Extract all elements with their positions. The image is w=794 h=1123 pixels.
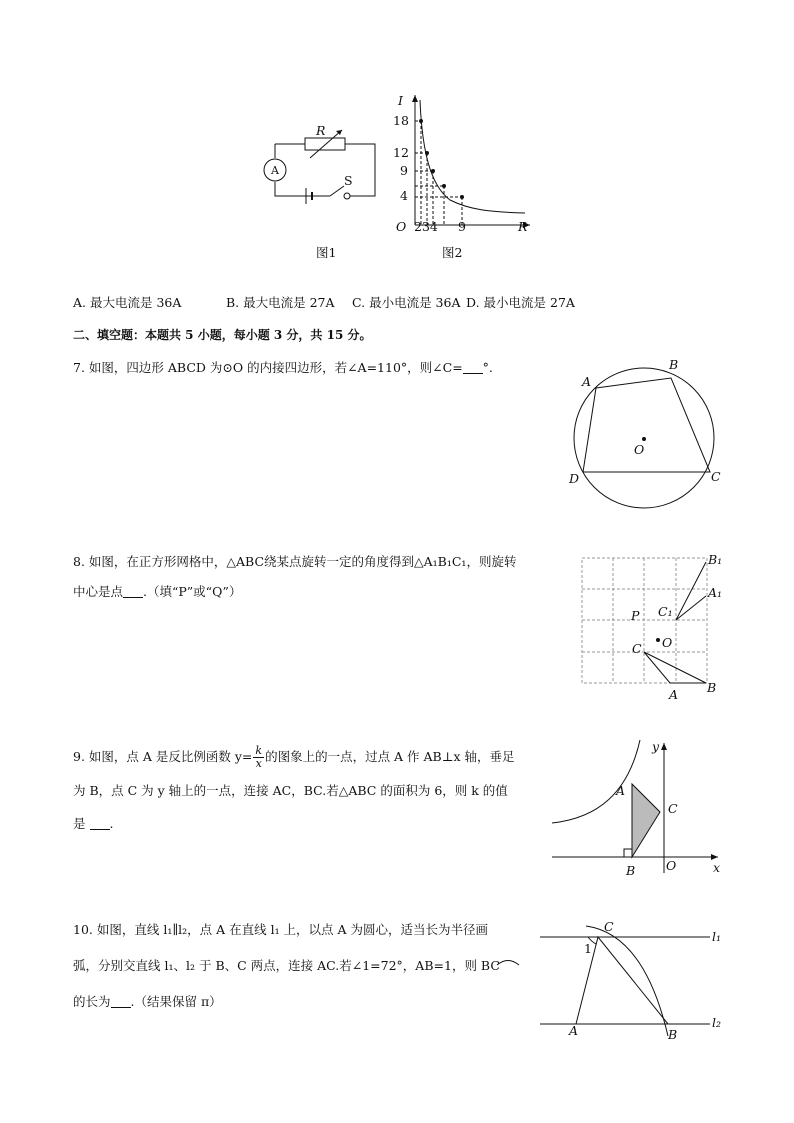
q7-label-a: A — [582, 374, 592, 389]
q8-label-c: C — [632, 641, 642, 656]
q8-grid-figure — [582, 558, 712, 688]
q9-answer-blank[interactable] — [90, 817, 110, 830]
q8-label-o: O — [662, 635, 673, 650]
q7-label-c: C — [711, 469, 721, 484]
q10-answer-blank[interactable] — [111, 995, 131, 1008]
q9-label-o: O — [666, 858, 677, 873]
graph-x-axis-label: R — [518, 219, 528, 234]
q8-line-1: 8. 如图，在正方形网格中，△ABC绕某点旋转一定的角度得到△A₁B₁C₁，则旋转 — [73, 554, 517, 569]
ammeter-label: A — [271, 164, 279, 177]
q10-line-1: 10. 如图，直线 l₁∥l₂，点 A 在直线 l₁ 上，以点 A 为圆心，适当长为半径画 — [73, 922, 489, 937]
q10-label-b: B — [668, 1027, 678, 1042]
q7-label-d: D — [569, 471, 580, 486]
q8-answer-blank[interactable] — [123, 585, 143, 598]
q8-label-b1: B₁ — [708, 552, 723, 567]
q9-label-a: A — [616, 783, 626, 798]
graph-origin-label: O — [396, 219, 407, 234]
q9-text-post-3: . — [109, 816, 114, 831]
graph-x-tick-9: 9 — [458, 219, 466, 234]
q9-label-x: x — [713, 860, 721, 875]
q10-label-a: A — [569, 1023, 579, 1038]
resistor-label: R — [316, 123, 326, 138]
q10-label-angle-1: 1 — [584, 941, 592, 956]
q9-fraction — [253, 745, 264, 770]
switch-label: S — [344, 173, 353, 188]
q8-text-post: .（填“P”或“Q”） — [143, 584, 242, 599]
q9-text-post: 的图象上的一点，过点 A 作 AB⊥x 轴，垂足 — [265, 749, 515, 764]
q10-parallel-lines-figure — [536, 924, 716, 1044]
q9-label-c: C — [668, 801, 678, 816]
q8-line-2 — [73, 583, 241, 601]
q7-text-pre: 7. 如图，四边形 ABCD 为⊙O 的内接四边形，若∠A=110°，则∠C= — [73, 360, 463, 375]
option-c: C. 最小电流是 36A — [352, 295, 461, 310]
graph-y-tick-18: 18 — [393, 113, 409, 128]
graph-y-tick-9: 9 — [400, 163, 408, 178]
q9-line-1 — [73, 743, 515, 771]
graph-y-tick-12: 12 — [393, 145, 409, 160]
q7-text-post: °. — [482, 360, 493, 375]
q7-answer-blank[interactable] — [463, 361, 483, 374]
q9-label-b: B — [626, 863, 636, 878]
q8-label-p: P — [631, 608, 640, 623]
q9-line-3 — [73, 815, 113, 833]
q9-hyperbola-figure — [548, 738, 728, 878]
q8-label-a1: A₁ — [708, 585, 723, 600]
q8-label-a: A — [669, 687, 679, 702]
q9-line-2: 为 B，点 C 为 y 轴上的一点，连接 AC，BC.若△ABC 的面积为 6，则 k 的值 — [73, 783, 508, 798]
arc-bc-notation — [496, 958, 520, 966]
q8-text-pre: 中心是点 — [73, 584, 124, 599]
q10-label-c: C — [604, 919, 614, 934]
option-a: A. 最大电流是 36A — [73, 295, 182, 310]
q10-label-l1: l₁ — [712, 929, 722, 944]
section-heading: 二、填空题：本题共 5 小题，每小题 3 分，共 15 分。 — [73, 328, 372, 342]
q10-text-post: .（结果保留 π） — [130, 994, 222, 1009]
q7-circle-figure — [570, 360, 720, 490]
q10-label-l2: l₂ — [712, 1015, 722, 1030]
q9-text-pre: 9. 如图，点 A 是反比例函数 y= — [73, 749, 253, 764]
option-d: D. 最小电流是 27A — [466, 295, 575, 310]
q8-label-b: B — [707, 680, 717, 695]
graph-y-tick-4: 4 — [400, 188, 408, 203]
question-7 — [73, 359, 493, 377]
q7-label-b: B — [669, 357, 679, 372]
q9-frac-den: x — [255, 757, 262, 770]
q7-label-o: O — [634, 442, 645, 457]
option-b: B. 最大电流是 27A — [226, 295, 335, 310]
q10-line-2: 弧，分别交直线 l₁、l₂ 于 B、C 两点，连接 AC.若∠1=72°，AB=1，则 BC — [73, 958, 500, 973]
graph-x-ticks-234: 234 — [414, 219, 438, 234]
graph-y-axis-label: I — [398, 93, 403, 108]
fig2-caption: 图2 — [442, 245, 463, 260]
q9-text-pre-3: 是 — [73, 816, 86, 831]
q10-line-3 — [73, 993, 222, 1011]
q10-text-pre: 的长为 — [73, 994, 111, 1009]
q8-label-c1: C₁ — [658, 604, 673, 619]
q9-frac-num: k — [255, 744, 263, 757]
fig1-caption: 图1 — [316, 245, 337, 260]
q9-label-y: y — [652, 739, 660, 754]
